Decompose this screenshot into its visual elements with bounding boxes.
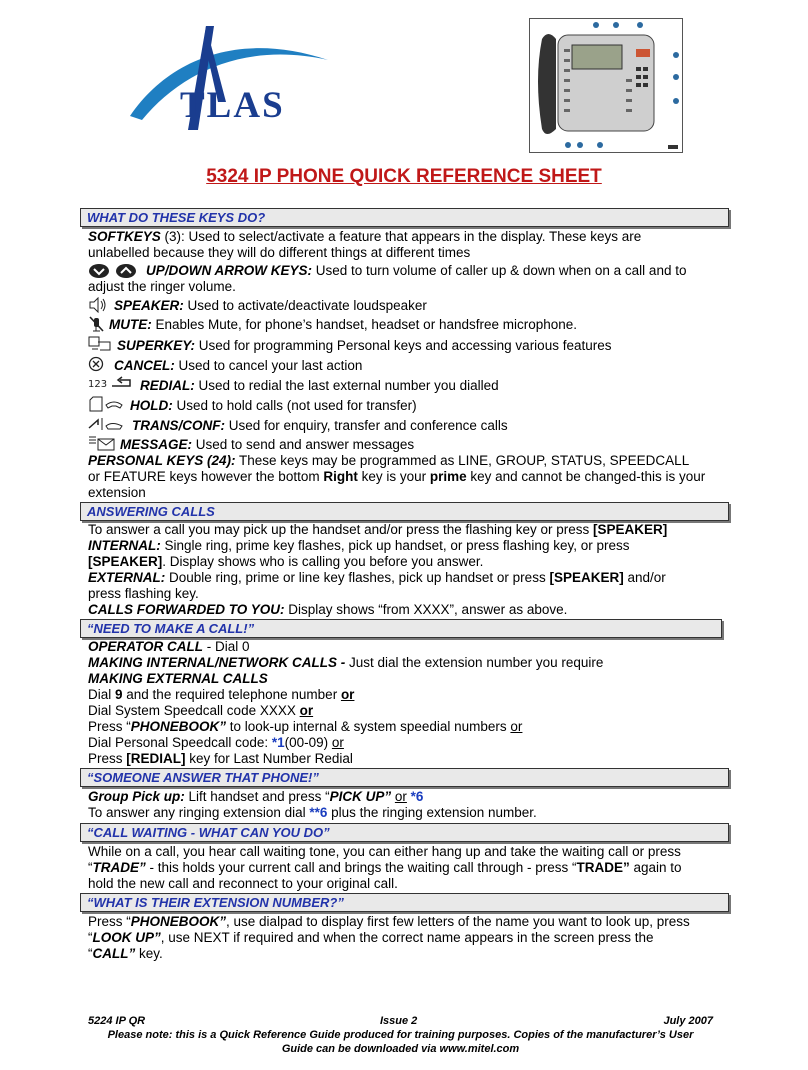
answer-line5: press flashing key. [88, 586, 199, 601]
waiting-trade2: TRADE” [576, 860, 630, 875]
answer-line3 [88, 554, 483, 570]
trans-conf-icon [88, 416, 124, 432]
redial-icon [88, 376, 134, 392]
dial-line5 [88, 751, 353, 767]
dial4-code: *1 [271, 735, 285, 750]
phone-icon [530, 19, 682, 152]
waiting-line2 [88, 860, 682, 876]
ext1-a: Press “ [88, 914, 131, 929]
speaker-label: SPEAKER: [114, 298, 184, 313]
group-pickup-code: *6 [410, 789, 424, 804]
redial-text: Used to redial the last external number you dialled [194, 378, 499, 393]
updown-line1 [146, 263, 686, 279]
dial5-redial: [REDIAL] [126, 751, 186, 766]
trans-label: TRANS/CONF: [132, 418, 225, 433]
dial2-or: or [299, 703, 314, 718]
footer-note-line2: Guide can be downloaded via www.mitel.com [281, 1043, 520, 1055]
trans-line [132, 418, 508, 434]
dial5-c: key for Last Number Redial [185, 751, 353, 766]
group-pickup-key: PICK UP” [329, 789, 392, 804]
waiting-line3: hold the new call and reconnect to your original call. [88, 876, 398, 891]
waiting-trade1: TRADE” [92, 860, 146, 875]
ringing-ext-line [88, 805, 537, 821]
dial-line2 [88, 703, 313, 719]
message-label: MESSAGE: [120, 437, 193, 452]
ext2-c: , use NEXT if required and when the correct name appears in the screen press the [160, 930, 654, 945]
external-text: Double ring, prime or line key flashes, pick up handset or press [165, 570, 550, 585]
dial1-a: Dial [88, 687, 116, 702]
waiting-line1: While on a call, you hear call waiting tone, you can either hang up and take the waiting call or press [88, 844, 681, 859]
answer-forward-line [88, 602, 567, 618]
dial1-nine: 9 [115, 687, 123, 702]
mute-line [109, 317, 577, 333]
ext-line2 [88, 930, 654, 946]
section-someone-header: “SOMEONE ANSWER THAT PHONE!” [80, 768, 729, 787]
up-down-arrow-icon [88, 263, 140, 279]
external-label: EXTERNAL: [88, 570, 166, 585]
speaker-icon [88, 297, 108, 313]
cancel-line [114, 358, 362, 374]
dial4-c: (00-09) [284, 735, 332, 750]
phone-image [529, 18, 683, 153]
external-calls-label: MAKING EXTERNAL CALLS [88, 671, 268, 686]
answer-external-line [88, 570, 666, 586]
waiting-tail: again to [629, 860, 682, 875]
personal-right: Right [323, 469, 358, 484]
dial3-a: Press “ [88, 719, 131, 734]
dial1-c: and the required telephone number [122, 687, 341, 702]
waiting-q1: “ [88, 860, 93, 875]
mute-icon [88, 316, 106, 332]
speaker-line [114, 298, 427, 314]
superkey-icon [88, 336, 114, 352]
footer-issue: Issue 2 [380, 1015, 418, 1027]
ext2-a: “ [88, 930, 93, 945]
answer-speaker: [SPEAKER] [593, 522, 668, 537]
updown-label: UP/DOWN ARROW KEYS: [146, 263, 312, 278]
personal-text2b: key is your [357, 469, 430, 484]
internal-label: INTERNAL: [88, 538, 161, 553]
group-pickup-text: Lift handset and press “ [184, 789, 330, 804]
atlas-logo [128, 20, 343, 138]
ext1-c: , use dialpad to display first few letters of the name you want to look up, press [226, 914, 690, 929]
personal-line2 [88, 469, 705, 485]
section-waiting-header: “CALL WAITING - WHAT CAN YOU DO” [80, 823, 729, 842]
dial-line3 [88, 719, 522, 735]
cancel-text: Used to cancel your last action [174, 358, 363, 373]
personal-text2c: key and cannot be changed-this is your [466, 469, 706, 484]
ext3-c: key. [135, 946, 163, 961]
message-text: Used to send and answer messages [192, 437, 415, 452]
dial4-or: or [331, 735, 344, 750]
personal-text1: These keys may be programmed as LINE, GROUP, STATUS, SPEEDCALL [235, 453, 690, 468]
answer-text1: To answer a call you may pick up the handset and/or press the flashing key or press [88, 522, 594, 537]
ext-line3 [88, 946, 163, 962]
dial3-or: or [510, 719, 523, 734]
speaker-text: Used to activate/deactivate loudspeaker [183, 298, 427, 313]
cancel-label: CANCEL: [114, 358, 175, 373]
operator-line [88, 639, 250, 655]
ext1-phonebook: PHONEBOOK” [130, 914, 227, 929]
message-icon [88, 435, 116, 451]
ext3-a: “ [88, 946, 93, 961]
section-extension-header: “WHAT IS THEIR EXTENSION NUMBER?” [80, 893, 729, 912]
mute-text: Enables Mute, for phone’s handset, headset or handsfree microphone. [151, 317, 578, 332]
forward-label: CALLS FORWARDED TO YOU: [88, 602, 285, 617]
section-answering-header: ANSWERING CALLS [80, 502, 729, 521]
page-title: 5324 IP PHONE QUICK REFERENCE SHEET [206, 166, 602, 187]
hold-text: Used to hold calls (not used for transfer) [172, 398, 417, 413]
dial1-or: or [340, 687, 355, 702]
section-keys-header: WHAT DO THESE KEYS DO? [80, 208, 729, 227]
softkeys-line2: unlabelled because they will do different things at different times [88, 245, 471, 260]
group-pickup-or: or [394, 789, 407, 804]
footer-note-line1: Please note: this is a Quick Reference Guide produced for training purposes. Copies of the manufacturer’s User [107, 1029, 694, 1041]
dial-line4 [88, 735, 344, 751]
message-line [120, 437, 414, 453]
forward-text: Display shows “from XXXX”, answer as above. [284, 602, 568, 617]
operator-label: OPERATOR CALL [88, 639, 204, 654]
ringing-code: **6 [309, 805, 328, 820]
dial3-phonebook: PHONEBOOK” [130, 719, 227, 734]
footer-date: July 2007 [663, 1015, 713, 1027]
answer-internal-line [88, 538, 629, 554]
personal-line3: extension [88, 485, 146, 500]
internal-calls-text: Just dial the extension number you require [345, 655, 604, 670]
svg-text:123: 123 [88, 379, 108, 390]
ringing-text-c: plus the ringing extension number. [327, 805, 537, 820]
answer-text3: . Display shows who is calling you before you answer. [162, 554, 484, 569]
hold-icon [88, 396, 126, 412]
external-speaker: [SPEAKER] [549, 570, 624, 585]
updown-line2: adjust the ringer volume. [88, 279, 236, 294]
footer-note [88, 1028, 713, 1056]
dial2-a: Dial System Speedcall code XXXX [88, 703, 300, 718]
group-pickup-label: Group Pick up: [88, 789, 185, 804]
softkeys-line1 [88, 229, 641, 245]
cancel-icon [88, 356, 104, 372]
trans-text: Used for enquiry, transfer and conference calls [225, 418, 508, 433]
waiting-text: - this holds your current call and brings the waiting call through - press “ [145, 860, 577, 875]
personal-text2a: or FEATURE keys however the bottom [88, 469, 324, 484]
internal-calls-label: MAKING INTERNAL/NETWORK CALLS - [88, 655, 346, 670]
redial-label: REDIAL: [140, 378, 195, 393]
hold-label: HOLD: [130, 398, 173, 413]
logo-text: TLAS [180, 85, 285, 126]
internal-calls-line [88, 655, 603, 671]
dial-line1 [88, 687, 354, 703]
ext3-call: CALL” [92, 946, 136, 961]
redial-line [140, 378, 499, 394]
personal-label: PERSONAL KEYS (24): [88, 453, 236, 468]
superkey-line [117, 338, 611, 354]
personal-prime: prime [429, 469, 467, 484]
group-pickup-line [88, 789, 423, 805]
superkey-text: Used for programming Personal keys and accessing various features [195, 338, 612, 353]
operator-text: - Dial 0 [203, 639, 250, 654]
internal-text: Single ring, prime key flashes, pick up handset, or press flashing key, or press [160, 538, 630, 553]
personal-line1 [88, 453, 689, 469]
footer-doc-id: 5224 IP QR [88, 1015, 146, 1027]
answer-line1 [88, 522, 667, 538]
mute-label: MUTE: [109, 317, 152, 332]
dial5-a: Press [88, 751, 127, 766]
updown-text1: Used to turn volume of caller up & down when on a call and to [312, 263, 687, 278]
external-tail: and/or [623, 570, 666, 585]
dial4-a: Dial Personal Speedcall code: [88, 735, 272, 750]
softkeys-label: SOFTKEYS [88, 229, 161, 244]
dial3-c: to look-up internal & system speedial numbers [226, 719, 511, 734]
superkey-label: SUPERKEY: [117, 338, 196, 353]
ext-line1 [88, 914, 690, 930]
softkeys-text1: (3): Used to select/activate a feature that appears in the display. These keys are [160, 229, 642, 244]
ext2-lookup: LOOK UP” [92, 930, 161, 945]
hold-line [130, 398, 417, 414]
ringing-text-a: To answer any ringing extension dial [88, 805, 310, 820]
answer-speaker2: [SPEAKER] [88, 554, 163, 569]
section-make-call-header: “NEED TO MAKE A CALL!” [80, 619, 722, 638]
